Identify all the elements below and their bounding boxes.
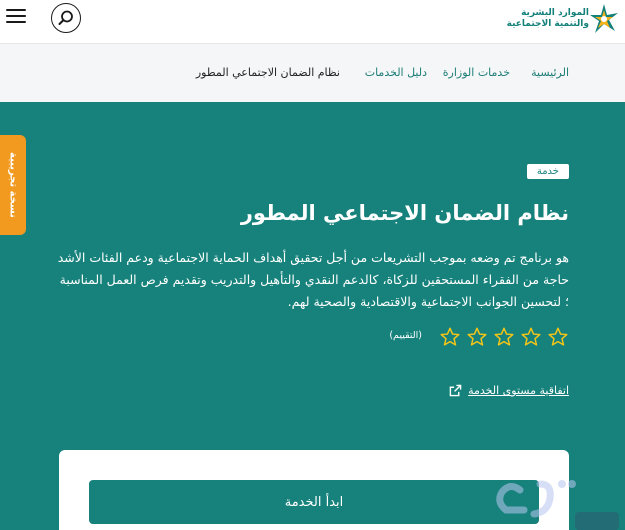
service-description: هو برنامج تم وضعه بموجب التشريعات من أجل تحقيق أهداف الحماية الاجتماعية ودعم الفئات الأشد حاجة من الفقراء المستحقين للزكاة، كالدعم النقدي والتأهيل والتدريب وتقديم فرص العمل المناسبة ؛ لتحسين الجوانب الاجتماعية والاقتصادية والصحية لهم. (57, 250, 569, 309)
breadcrumb-home[interactable]: الرئيسية (531, 66, 569, 79)
beta-version-tab[interactable] (0, 135, 26, 235)
service-badge: خدمة (527, 164, 569, 179)
ministry-star-logo-icon (587, 0, 621, 40)
rating-stars[interactable] (439, 326, 569, 348)
watermark-logo-icon (490, 472, 625, 530)
breadcrumb-current: نظام الضمان الاجتماعي المطور (195, 66, 340, 79)
logo-line-1: الموارد البشرية (521, 8, 589, 18)
search-button[interactable] (51, 3, 81, 33)
rating-label: (التقييم) (389, 330, 422, 341)
beta-version-label: نسخة تجريبية (7, 152, 19, 218)
logo-text (507, 8, 589, 30)
star-icon[interactable] (439, 326, 461, 348)
breadcrumb-services-guide[interactable]: دليل الخدمات (364, 66, 427, 79)
star-icon[interactable] (520, 326, 542, 348)
start-service-button[interactable]: ابدأ الخدمة (89, 480, 539, 524)
breadcrumb (0, 44, 625, 102)
star-icon[interactable] (493, 326, 515, 348)
breadcrumb-ministry-services[interactable]: خدمات الوزارة (442, 66, 510, 79)
page-title: نظام الضمان الاجتماعي المطور (240, 201, 569, 225)
ministry-logo[interactable] (481, 0, 621, 40)
sla-link-label: اتفاقية مستوى الخدمة (468, 384, 569, 397)
service-panel (0, 102, 625, 530)
star-icon[interactable] (547, 326, 569, 348)
search-icon (57, 9, 75, 27)
external-link-icon (449, 384, 462, 397)
star-icon[interactable] (466, 326, 488, 348)
logo-line-2: والتنمية الاجتماعية (506, 19, 589, 29)
sla-link[interactable] (449, 384, 569, 397)
hamburger-menu-icon[interactable] (6, 9, 26, 25)
site-header (0, 0, 625, 44)
